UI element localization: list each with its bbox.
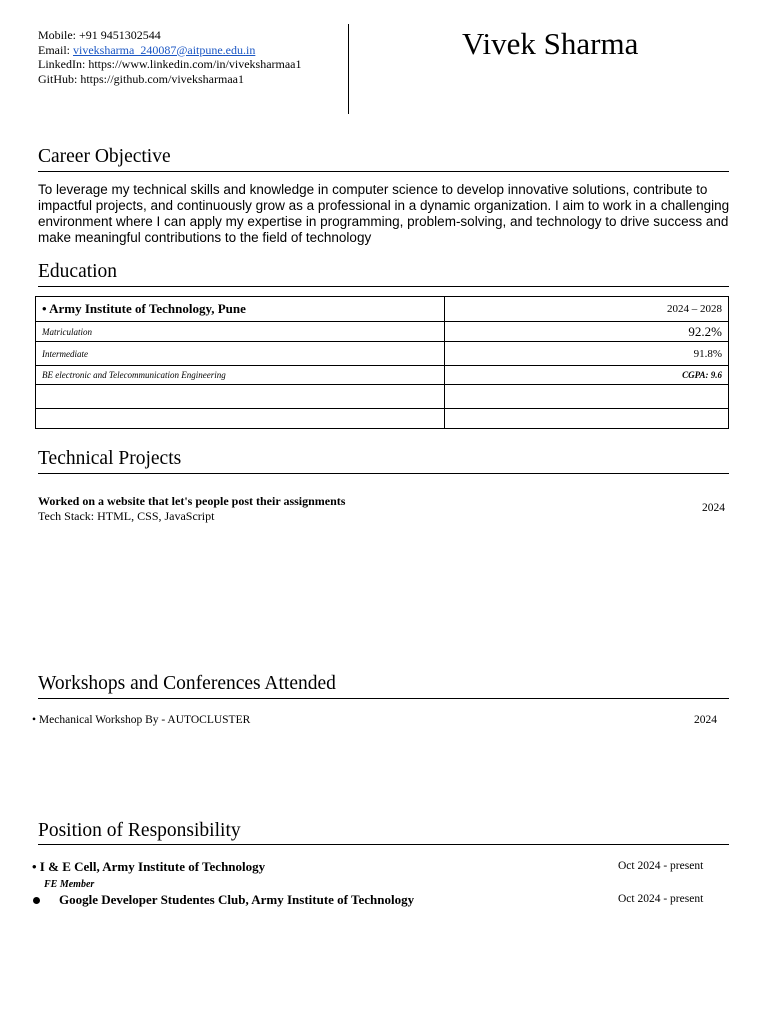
contact-linkedin: LinkedIn: https://www.linkedin.com/in/viveksharmaa1 — [38, 57, 302, 71]
education-label: BE electronic and Telecommunication Engineering — [36, 366, 445, 385]
contact-block — [38, 28, 344, 86]
position-title: • I & E Cell, Army Institute of Technology — [32, 859, 266, 874]
position-title: Google Developer Studentes Club, Army Institute of Technology — [59, 892, 415, 907]
section-rule — [38, 473, 729, 474]
position-role: FE Member — [44, 879, 95, 890]
section-title-career-objective: Career Objective — [38, 146, 171, 167]
section-title-technical-projects: Technical Projects — [38, 448, 182, 469]
bullet-icon — [33, 897, 40, 904]
education-institution: • Army Institute of Technology, Pune — [36, 297, 445, 322]
education-value: 91.8% — [445, 342, 729, 366]
section-rule — [38, 844, 729, 845]
table-row — [36, 297, 729, 322]
table-cell-empty — [36, 385, 445, 409]
education-value: CGPA: 9.6 — [445, 366, 729, 385]
contact-email-link[interactable]: viveksharma_240087@aitpune.edu.in — [73, 42, 256, 57]
section-rule — [38, 698, 729, 699]
table-row — [36, 409, 729, 429]
table-row — [36, 366, 729, 385]
contact-email-row — [38, 43, 344, 58]
contact-github: GitHub: https://github.com/viveksharmaa1 — [38, 71, 244, 86]
table-cell-empty — [445, 385, 729, 409]
position-date: Oct 2024 - present — [618, 860, 704, 872]
section-rule — [38, 286, 729, 287]
workshop-year: 2024 — [694, 714, 717, 726]
workshop-item: • Mechanical Workshop By - AUTOCLUSTER — [32, 714, 251, 726]
table-cell-empty — [445, 409, 729, 429]
table-row — [36, 322, 729, 342]
section-title-position: Position of Responsibility — [38, 820, 241, 841]
table-row — [36, 385, 729, 409]
education-label: Intermediate — [36, 342, 445, 366]
table-row — [36, 342, 729, 366]
education-label: Matriculation — [36, 322, 445, 342]
position-date: Oct 2024 - present — [618, 893, 704, 905]
objective-text: To leverage my technical skills and knowledge in computer science to develop innovative solutions, contribute to impactful projects, and continuously grow as a professional in a dynamic organization. I aim to work in a challenging environment where I can apply my expertise in programming, problem-solving, and technology to drive success and make meaningful contributions to the field of technology — [38, 182, 730, 245]
contact-mobile: Mobile: +91 9451302544 — [38, 28, 161, 42]
project-title: Worked on a website that let's people post their assignments — [38, 494, 346, 508]
header-divider — [348, 24, 349, 114]
table-cell-empty — [36, 409, 445, 429]
project-tech-stack: Tech Stack: HTML, CSS, JavaScript — [38, 509, 215, 523]
contact-email-label: Email: — [38, 42, 70, 57]
section-title-education: Education — [38, 261, 118, 282]
education-value: 92.2% — [445, 322, 729, 342]
section-title-workshops: Workshops and Conferences Attended — [38, 673, 336, 694]
section-rule — [38, 171, 729, 172]
education-years: 2024 – 2028 — [445, 297, 729, 322]
project-year: 2024 — [702, 502, 725, 514]
education-table — [35, 296, 729, 429]
candidate-name: Vivek Sharma — [462, 26, 639, 61]
